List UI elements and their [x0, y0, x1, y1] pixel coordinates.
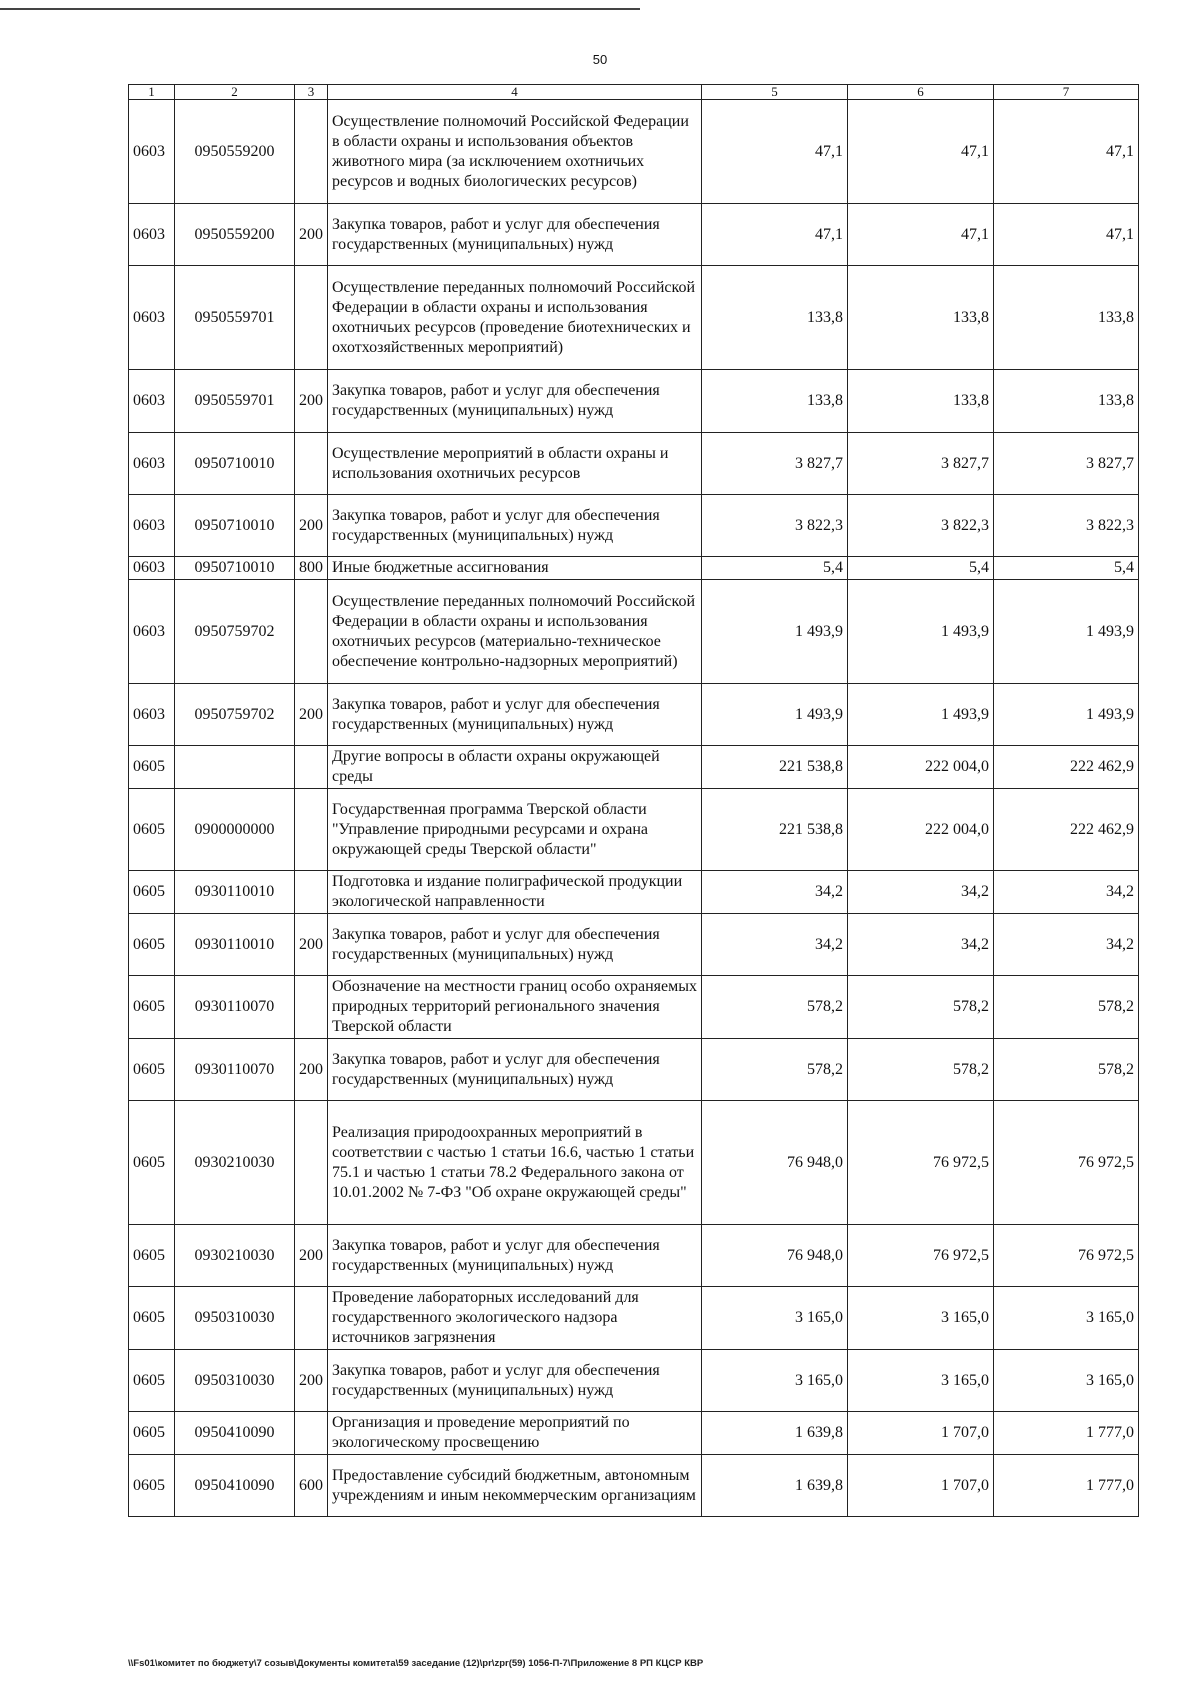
expense-type-code: [295, 1412, 328, 1455]
table-row: [129, 1225, 1139, 1287]
item-name: Осуществление полномочий Российской Федерации в области охраны и использования объектов животного мира (за исключением охотничьих ресурсов и водных биологических ресурсов): [328, 100, 702, 204]
section-code: 0605: [129, 976, 175, 1039]
amount-year-1: 3 827,7: [702, 433, 848, 495]
amount-year-3: 1 493,9: [994, 580, 1139, 684]
table-row: [129, 789, 1139, 871]
target-article-code: 0950310030: [175, 1350, 295, 1412]
target-article-code: 0950410090: [175, 1412, 295, 1455]
target-article-code: 0930110010: [175, 914, 295, 976]
amount-year-3: 1 777,0: [994, 1455, 1139, 1517]
section-code: 0605: [129, 914, 175, 976]
amount-year-1: 3 165,0: [702, 1287, 848, 1350]
col-number-2: 2: [175, 85, 295, 100]
table-row: [129, 914, 1139, 976]
section-code: 0603: [129, 684, 175, 746]
section-code: 0605: [129, 871, 175, 914]
amount-year-3: 3 165,0: [994, 1287, 1139, 1350]
scan-edge-line: [0, 8, 640, 10]
amount-year-3: 578,2: [994, 1039, 1139, 1101]
col-number-4: 4: [328, 85, 702, 100]
target-article-code: 0950559200: [175, 204, 295, 266]
item-name: Обозначение на местности границ особо охраняемых природных территорий регионального значения Тверской области: [328, 976, 702, 1039]
col-number-3: 3: [295, 85, 328, 100]
amount-year-1: 34,2: [702, 914, 848, 976]
section-code: 0605: [129, 1455, 175, 1517]
item-name: Проведение лабораторных исследований для государственного экологического надзора источников загрязнения: [328, 1287, 702, 1350]
target-article-code: 0930110070: [175, 976, 295, 1039]
amount-year-3: 3 165,0: [994, 1350, 1139, 1412]
amount-year-2: 222 004,0: [848, 746, 994, 789]
item-name: Государственная программа Тверской области "Управление природными ресурсами и охрана окружающей среды Тверской области": [328, 789, 702, 871]
target-article-code: 0950410090: [175, 1455, 295, 1517]
expense-type-code: [295, 266, 328, 370]
amount-year-3: 47,1: [994, 204, 1139, 266]
table-row: [129, 495, 1139, 557]
table-row: [129, 580, 1139, 684]
table-row: [129, 557, 1139, 580]
amount-year-3: 76 972,5: [994, 1101, 1139, 1225]
amount-year-3: 34,2: [994, 871, 1139, 914]
amount-year-1: 1 493,9: [702, 580, 848, 684]
expense-type-code: [295, 433, 328, 495]
expense-type-code: [295, 1101, 328, 1225]
amount-year-2: 578,2: [848, 976, 994, 1039]
amount-year-1: 1 639,8: [702, 1455, 848, 1517]
table-row: [129, 204, 1139, 266]
table-row: [129, 1455, 1139, 1517]
amount-year-1: 578,2: [702, 1039, 848, 1101]
budget-table: [128, 84, 1139, 1517]
section-code: 0605: [129, 1350, 175, 1412]
amount-year-2: 1 493,9: [848, 580, 994, 684]
amount-year-1: 578,2: [702, 976, 848, 1039]
expense-type-code: [295, 976, 328, 1039]
item-name: Осуществление переданных полномочий Российской Федерации в области охраны и использования охотничьих ресурсов (проведение биотехнических и охотхозяйственных мероприятий): [328, 266, 702, 370]
expense-type-code: 800: [295, 557, 328, 580]
amount-year-2: 3 822,3: [848, 495, 994, 557]
expense-type-code: 200: [295, 1039, 328, 1101]
amount-year-2: 133,8: [848, 370, 994, 433]
table-row: [129, 871, 1139, 914]
target-article-code: [175, 746, 295, 789]
amount-year-1: 47,1: [702, 204, 848, 266]
expense-type-code: 200: [295, 914, 328, 976]
item-name: Закупка товаров, работ и услуг для обеспечения государственных (муниципальных) нужд: [328, 1350, 702, 1412]
amount-year-2: 34,2: [848, 871, 994, 914]
column-number-row: [129, 85, 1139, 100]
item-name: Реализация природоохранных мероприятий в соответствии с частью 1 статьи 16.6, частью 1 статьи 75.1 и частью 1 статьи 78.2 Федерального закона от 10.01.2002 № 7-ФЗ "Об охране окружающей среды": [328, 1101, 702, 1225]
amount-year-3: 5,4: [994, 557, 1139, 580]
file-path-footer: \\Fs01\комитет по бюджету\7 созыв\Документы комитета\59 заседание (12)\pr\zpr(59) 1056-П-7\Приложение 8 РП КЦСР КВР: [128, 1658, 704, 1669]
expense-type-code: 200: [295, 1225, 328, 1287]
amount-year-3: 222 462,9: [994, 789, 1139, 871]
item-name: Закупка товаров, работ и услуг для обеспечения государственных (муниципальных) нужд: [328, 495, 702, 557]
amount-year-2: 133,8: [848, 266, 994, 370]
item-name: Закупка товаров, работ и услуг для обеспечения государственных (муниципальных) нужд: [328, 1225, 702, 1287]
amount-year-2: 3 827,7: [848, 433, 994, 495]
amount-year-3: 47,1: [994, 100, 1139, 204]
section-code: 0605: [129, 1412, 175, 1455]
amount-year-1: 1 493,9: [702, 684, 848, 746]
target-article-code: 0950710010: [175, 433, 295, 495]
table-row: [129, 100, 1139, 204]
target-article-code: 0950759702: [175, 580, 295, 684]
col-number-7: 7: [994, 85, 1139, 100]
amount-year-3: 133,8: [994, 370, 1139, 433]
amount-year-2: 47,1: [848, 204, 994, 266]
target-article-code: 0930210030: [175, 1101, 295, 1225]
target-article-code: 0930110070: [175, 1039, 295, 1101]
section-code: 0605: [129, 746, 175, 789]
section-code: 0605: [129, 1225, 175, 1287]
target-article-code: 0950710010: [175, 495, 295, 557]
target-article-code: 0930210030: [175, 1225, 295, 1287]
section-code: 0603: [129, 580, 175, 684]
item-name: Подготовка и издание полиграфической продукции экологической направленности: [328, 871, 702, 914]
table-row: [129, 1412, 1139, 1455]
amount-year-3: 3 822,3: [994, 495, 1139, 557]
table-row: [129, 433, 1139, 495]
item-name: Другие вопросы в области охраны окружающей среды: [328, 746, 702, 789]
amount-year-3: 578,2: [994, 976, 1139, 1039]
item-name: Предоставление субсидий бюджетным, автономным учреждениям и иным некоммерческим организациям: [328, 1455, 702, 1517]
amount-year-1: 76 948,0: [702, 1225, 848, 1287]
table-row: [129, 684, 1139, 746]
item-name: Закупка товаров, работ и услуг для обеспечения государственных (муниципальных) нужд: [328, 370, 702, 433]
amount-year-2: 1 707,0: [848, 1412, 994, 1455]
expense-type-code: [295, 789, 328, 871]
amount-year-3: 222 462,9: [994, 746, 1139, 789]
section-code: 0603: [129, 495, 175, 557]
page-number: 50: [592, 52, 608, 67]
section-code: 0603: [129, 557, 175, 580]
expense-type-code: [295, 871, 328, 914]
col-number-5: 5: [702, 85, 848, 100]
amount-year-2: 34,2: [848, 914, 994, 976]
item-name: Закупка товаров, работ и услуг для обеспечения государственных (муниципальных) нужд: [328, 684, 702, 746]
section-code: 0605: [129, 1101, 175, 1225]
amount-year-1: 221 538,8: [702, 789, 848, 871]
amount-year-1: 3 165,0: [702, 1350, 848, 1412]
expense-type-code: 600: [295, 1455, 328, 1517]
section-code: 0603: [129, 100, 175, 204]
amount-year-3: 133,8: [994, 266, 1139, 370]
section-code: 0603: [129, 370, 175, 433]
target-article-code: 0950710010: [175, 557, 295, 580]
amount-year-1: 3 822,3: [702, 495, 848, 557]
amount-year-1: 221 538,8: [702, 746, 848, 789]
amount-year-1: 34,2: [702, 871, 848, 914]
section-code: 0605: [129, 1287, 175, 1350]
target-article-code: 0900000000: [175, 789, 295, 871]
item-name: Организация и проведение мероприятий по экологическому просвещению: [328, 1412, 702, 1455]
expense-type-code: [295, 746, 328, 789]
table-row: [129, 746, 1139, 789]
target-article-code: 0950759702: [175, 684, 295, 746]
amount-year-1: 76 948,0: [702, 1101, 848, 1225]
col-number-6: 6: [848, 85, 994, 100]
expense-type-code: 200: [295, 1350, 328, 1412]
item-name: Закупка товаров, работ и услуг для обеспечения государственных (муниципальных) нужд: [328, 914, 702, 976]
amount-year-2: 3 165,0: [848, 1350, 994, 1412]
amount-year-2: 76 972,5: [848, 1101, 994, 1225]
amount-year-2: 1 707,0: [848, 1455, 994, 1517]
section-code: 0603: [129, 204, 175, 266]
section-code: 0605: [129, 1039, 175, 1101]
amount-year-2: 47,1: [848, 100, 994, 204]
table-row: [129, 1039, 1139, 1101]
amount-year-3: 1 493,9: [994, 684, 1139, 746]
target-article-code: 0950559701: [175, 266, 295, 370]
amount-year-1: 1 639,8: [702, 1412, 848, 1455]
amount-year-1: 47,1: [702, 100, 848, 204]
item-name: Иные бюджетные ассигнования: [328, 557, 702, 580]
amount-year-1: 133,8: [702, 266, 848, 370]
target-article-code: 0950559701: [175, 370, 295, 433]
table-row: [129, 1101, 1139, 1225]
amount-year-3: 1 777,0: [994, 1412, 1139, 1455]
expense-type-code: [295, 100, 328, 204]
expense-type-code: [295, 1287, 328, 1350]
amount-year-2: 578,2: [848, 1039, 994, 1101]
table-body: [129, 100, 1139, 1517]
target-article-code: 0950559200: [175, 100, 295, 204]
section-code: 0605: [129, 789, 175, 871]
table-row: [129, 1350, 1139, 1412]
item-name: Закупка товаров, работ и услуг для обеспечения государственных (муниципальных) нужд: [328, 204, 702, 266]
section-code: 0603: [129, 266, 175, 370]
amount-year-2: 222 004,0: [848, 789, 994, 871]
amount-year-3: 3 827,7: [994, 433, 1139, 495]
amount-year-2: 1 493,9: [848, 684, 994, 746]
expense-type-code: 200: [295, 684, 328, 746]
item-name: Закупка товаров, работ и услуг для обеспечения государственных (муниципальных) нужд: [328, 1039, 702, 1101]
col-number-1: 1: [129, 85, 175, 100]
amount-year-2: 76 972,5: [848, 1225, 994, 1287]
target-article-code: 0950310030: [175, 1287, 295, 1350]
item-name: Осуществление переданных полномочий Российской Федерации в области охраны и использования охотничьих ресурсов (материально-техническое обеспечение контрольно-надзорных мероприятий): [328, 580, 702, 684]
expense-type-code: 200: [295, 204, 328, 266]
expense-type-code: 200: [295, 495, 328, 557]
table-row: [129, 370, 1139, 433]
expense-type-code: 200: [295, 370, 328, 433]
amount-year-3: 34,2: [994, 914, 1139, 976]
amount-year-3: 76 972,5: [994, 1225, 1139, 1287]
target-article-code: 0930110010: [175, 871, 295, 914]
item-name: Осуществление мероприятий в области охраны и использования охотничьих ресурсов: [328, 433, 702, 495]
expense-type-code: [295, 580, 328, 684]
amount-year-1: 5,4: [702, 557, 848, 580]
amount-year-1: 133,8: [702, 370, 848, 433]
table-row: [129, 976, 1139, 1039]
amount-year-2: 5,4: [848, 557, 994, 580]
amount-year-2: 3 165,0: [848, 1287, 994, 1350]
table-row: [129, 1287, 1139, 1350]
section-code: 0603: [129, 433, 175, 495]
table-row: [129, 266, 1139, 370]
